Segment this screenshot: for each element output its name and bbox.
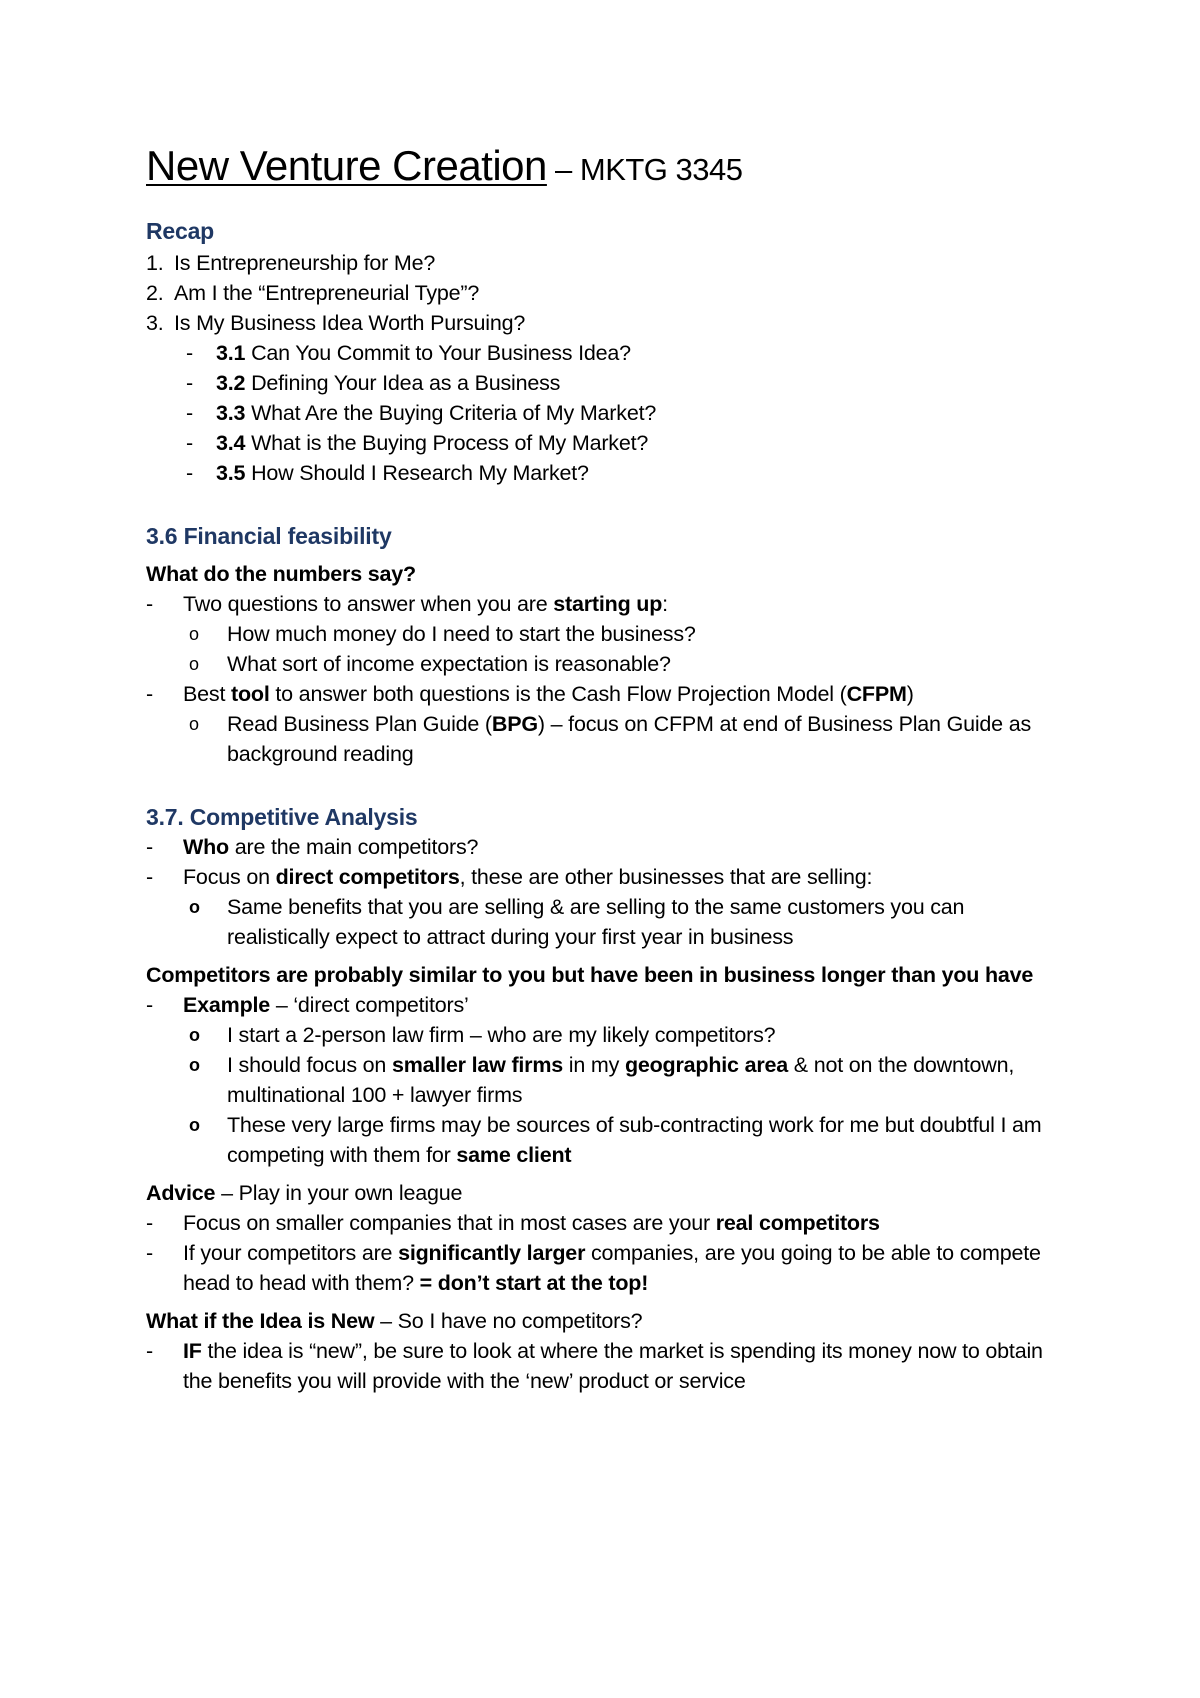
item-text: Am I the “Entrepreneurial Type”? [174, 281, 480, 305]
bullet-text: If your competitors are [183, 1241, 399, 1265]
recap-subitem [186, 398, 1066, 428]
new-idea-bullet [146, 1336, 1066, 1396]
subitem-number: 3.1 [216, 341, 246, 365]
dash-marker: - [186, 341, 193, 365]
subbullet-text: ) – focus on CFPM at end of Business Plan Guide as background reading [227, 712, 1032, 766]
bullet-text: Focus on smaller companies that in most cases are your [183, 1211, 716, 1235]
example-bullet [146, 990, 1066, 1170]
financial-heading: 3.6 Financial feasibility [146, 523, 392, 549]
recap-subitem [186, 338, 1066, 368]
new-idea-line [146, 1306, 1066, 1336]
bullet-text: : [662, 592, 668, 616]
subitem-text: Can You Commit to Your Business Idea? [245, 341, 631, 365]
circle-marker: o [189, 1115, 200, 1135]
recap-list [146, 248, 1066, 338]
advice-bullet [146, 1238, 1066, 1298]
financial-sublist [183, 709, 1066, 769]
bold-text: = don’t start at the top! [419, 1271, 649, 1295]
dash-marker: - [146, 835, 153, 859]
bold-text: CFPM [846, 682, 907, 706]
bullet-text: , these are other businesses that are selling: [459, 865, 873, 889]
bold-text: BPG [491, 712, 538, 736]
financial-sublist [183, 619, 1066, 679]
bold-text: What if the Idea is New [146, 1309, 375, 1333]
recap-item [146, 308, 1066, 338]
item-number: 1. [146, 251, 164, 275]
new-idea-text: – So I have no competitors? [374, 1309, 643, 1333]
circle-marker: o [189, 897, 200, 917]
subitem-text: What is the Buying Process of My Market? [245, 431, 649, 455]
circle-marker: o [189, 624, 199, 644]
item-number: 2. [146, 281, 164, 305]
bold-text: IF [183, 1339, 202, 1363]
subitem-number: 3.5 [216, 461, 246, 485]
financial-bullet [146, 589, 1066, 679]
subitem-text: What Are the Buying Criteria of My Market? [245, 401, 657, 425]
competitive-subbullet [183, 892, 1066, 952]
page-title [146, 140, 1066, 196]
competitive-list [146, 832, 1066, 952]
recap-heading: Recap [146, 218, 215, 244]
competitive-heading: 3.7. Competitive Analysis [146, 804, 418, 830]
advice-text: – Play in your own league [215, 1181, 463, 1205]
advice-line [146, 1178, 1066, 1208]
bold-text: Example [183, 993, 271, 1017]
dash-marker: - [146, 993, 153, 1017]
financial-subbullet [183, 619, 1066, 649]
item-text: Is My Business Idea Worth Pursuing? [174, 311, 526, 335]
bullet-text: Two questions to answer when you are [183, 592, 554, 616]
bold-text: starting up [553, 592, 663, 616]
dash-marker: - [146, 682, 153, 706]
financial-subbullet [183, 649, 1066, 679]
example-subbullet [183, 1050, 1066, 1110]
bullet-text: ) [906, 682, 914, 706]
dash-marker: - [146, 865, 153, 889]
subbullet-text: & not on the downtown, multinational 100 + lawyer firms [227, 1053, 1015, 1107]
document-body [146, 140, 1066, 1396]
bold-text: Who [183, 835, 229, 859]
bullet-text: Focus on [183, 865, 276, 889]
subbullet-text: Read Business Plan Guide ( [227, 712, 492, 736]
recap-item [146, 278, 1066, 308]
item-text: Is Entrepreneurship for Me? [174, 251, 436, 275]
competitors-statement: Competitors are probably similar to you but have been in business longer than you have [146, 963, 1034, 987]
bullet-text: to answer both questions is the Cash Flow Projection Model ( [269, 682, 847, 706]
recap-subitem [186, 428, 1066, 458]
subbullet-text: in my [563, 1053, 625, 1077]
bold-text: significantly larger [398, 1241, 586, 1265]
new-idea-list [146, 1336, 1066, 1396]
dash-marker: - [146, 1211, 153, 1235]
dash-marker: - [186, 371, 193, 395]
subitem-text: How Should I Research My Market? [245, 461, 589, 485]
dash-marker: - [146, 592, 153, 616]
competitive-bullet [146, 862, 1066, 952]
recap-sublist [146, 338, 1066, 488]
advice-list [146, 1208, 1066, 1298]
competitive-bullet [146, 832, 1066, 862]
financial-subheading: What do the numbers say? [146, 562, 416, 586]
bold-text: same client [456, 1143, 572, 1167]
competitive-sublist [183, 892, 1066, 952]
dash-marker: - [186, 401, 193, 425]
bullet-text: – ‘direct competitors’ [270, 993, 469, 1017]
bold-text: geographic area [624, 1053, 789, 1077]
course-code: MKTG 3345 [579, 152, 743, 187]
financial-subbullet [183, 709, 1066, 769]
bullet-text: companies, are you going to be able to compete head to head with them? [183, 1241, 1041, 1295]
dash-marker: - [186, 431, 193, 455]
item-number: 3. [146, 311, 164, 335]
subbullet-text: I start a 2-person law firm – who are my likely competitors? [227, 1023, 776, 1047]
subitem-number: 3.4 [216, 431, 246, 455]
example-sublist [183, 1020, 1066, 1170]
subitem-text: Defining Your Idea as a Business [245, 371, 561, 395]
bold-text: real competitors [715, 1211, 880, 1235]
dash-marker: - [186, 461, 193, 485]
title-main: New Venture Creation [146, 142, 547, 189]
subbullet-text: What sort of income expectation is reasonable? [227, 652, 671, 676]
subbullet-text: How much money do I need to start the business? [227, 622, 696, 646]
circle-marker: o [189, 714, 199, 734]
example-subbullet [183, 1020, 1066, 1050]
subitem-number: 3.2 [216, 371, 246, 395]
financial-list [146, 589, 1066, 769]
dash-marker: - [146, 1241, 153, 1265]
subbullet-text: Same benefits that you are selling & are selling to the same customers you can realistically expect to attract during your first year in business [227, 895, 965, 949]
example-list [146, 990, 1066, 1170]
circle-marker: o [189, 1055, 200, 1075]
bold-text: smaller law firms [391, 1053, 564, 1077]
bullet-text: are the main competitors? [228, 835, 479, 859]
dash-marker: - [146, 1339, 153, 1363]
bold-text: Advice [146, 1181, 216, 1205]
title-dash: – [546, 152, 580, 187]
subbullet-text: I should focus on [227, 1053, 392, 1077]
subbullet-text: These very large firms may be sources of sub-contracting work for me but doubtful I am competing with them for [227, 1113, 1042, 1167]
bullet-text: the idea is “new”, be sure to look at where the market is spending its money now to obtain the benefits you will provide with the ‘new’ product or service [183, 1339, 1043, 1393]
advice-bullet [146, 1208, 1066, 1238]
bold-text: tool [231, 682, 270, 706]
bullet-text: Best [183, 682, 231, 706]
recap-subitem [186, 458, 1066, 488]
subitem-number: 3.3 [216, 401, 246, 425]
circle-marker: o [189, 1025, 200, 1045]
recap-subitem [186, 368, 1066, 398]
circle-marker: o [189, 654, 199, 674]
recap-item [146, 248, 1066, 278]
example-subbullet [183, 1110, 1066, 1170]
bold-text: direct competitors [275, 865, 460, 889]
financial-bullet [146, 679, 1066, 769]
